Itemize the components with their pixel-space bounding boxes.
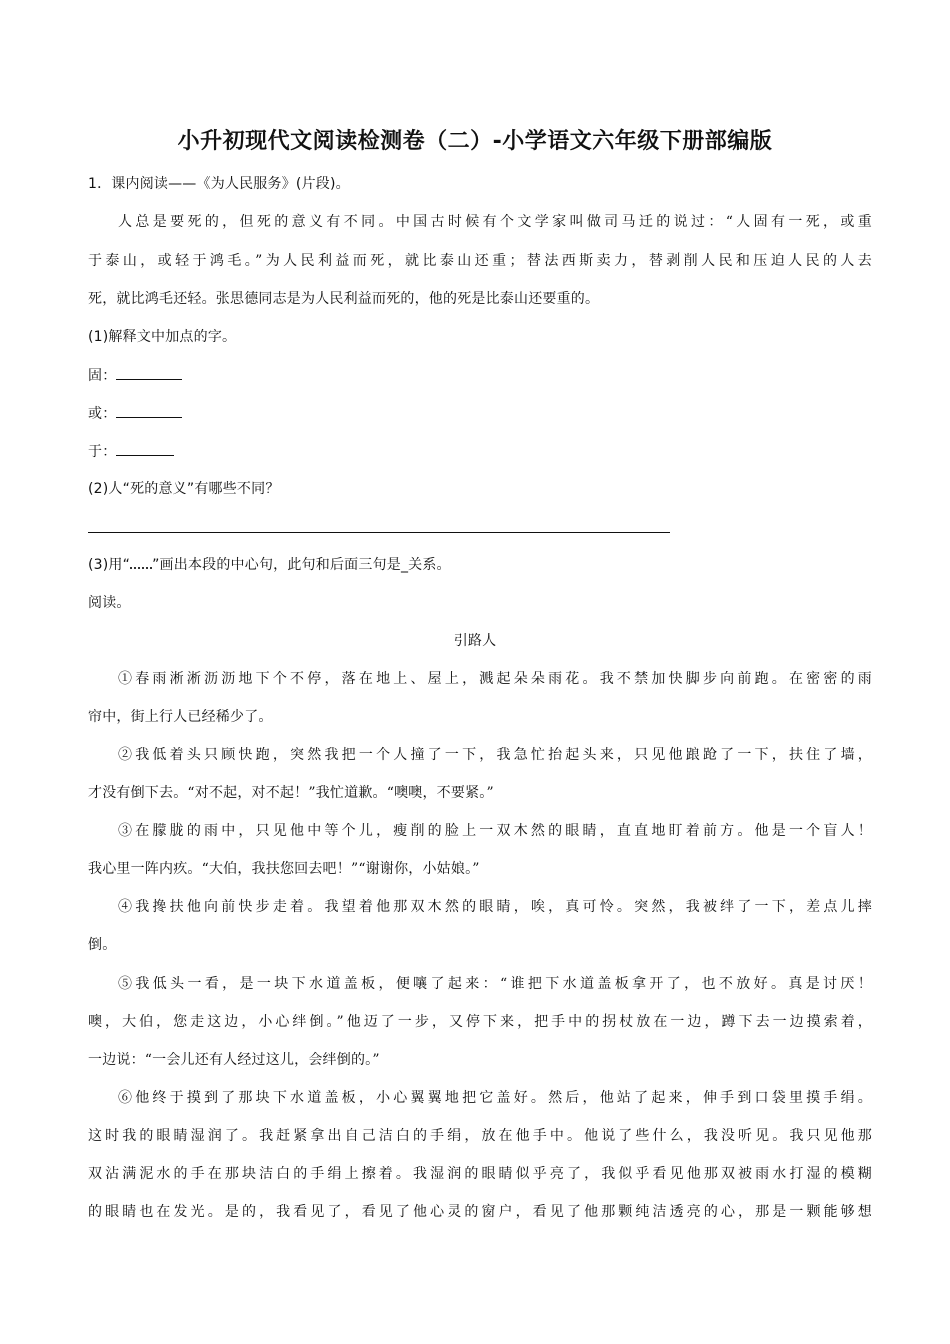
story-line: 双沾满泥水的手在那块洁白的手绢上擦着。我湿润的眼睛似乎亮了，我似乎看见他那双被雨水打湿的模糊	[88, 1166, 872, 1182]
sub-question-1: (1)解释文中加点的字。	[88, 329, 237, 345]
blank-label: 或：	[88, 406, 117, 422]
story-line: 这时我的眼睛湿润了。我赶紧拿出自己洁白的手绢，放在他手中。他说了些什么，我没听见。我只见他那	[88, 1128, 872, 1144]
story-title: 引路人	[453, 633, 497, 649]
question-1-header: 1．课内阅读——《为人民服务》(片段)。	[88, 176, 350, 192]
story-line: 的眼睛也在发光。是的，我看见了，看见了他心灵的窗户，看见了他那颗纯洁透亮的心，那是一颗能够想	[88, 1204, 872, 1220]
wavy-underline-mark	[130, 557, 152, 569]
passage-line: 人总是要死的，但死的意义有不同。中国古时候有个文学家叫做司马迁的说过：“人固有一死，或重	[118, 214, 872, 230]
passage-line: 死，就比鸿毛还轻。张思德同志是为人民利益而死的，他的死是比泰山还要重的。	[88, 291, 600, 307]
story-line: 倒。	[88, 937, 117, 953]
story-line: ⑥他终于摸到了那块下水道盖板，小心翼翼地把它盖好。然后，他站了起来，伸手到口袋里摸手绢。	[118, 1090, 872, 1106]
sub-question-3-suffix: ”画出本段的中心句，此句和后面三句是_关系。	[152, 557, 451, 573]
story-line: 我心里一阵内疚。“大伯，我扶您回去吧！”“谢谢你，小姑娘。”	[88, 861, 480, 877]
answer-blank[interactable]	[116, 365, 182, 380]
answer-blank[interactable]	[116, 441, 174, 456]
story-line: ③在朦胧的雨中，只见他中等个儿，瘦削的脸上一双木然的眼睛，直直地盯着前方。他是一个盲人！	[118, 823, 872, 839]
story-line: 才没有倒下去。“对不起，对不起！”我忙道歉。“噢噢，不要紧。”	[88, 785, 494, 801]
sub-question-3-prefix: (3)用“	[88, 557, 131, 573]
story-line: 一边说：“一会儿还有人经过这儿，会绊倒的。”	[88, 1052, 380, 1068]
sub-question-2: (2)人“死的意义”有哪些不同？	[88, 481, 280, 497]
blank-label: 于：	[88, 444, 117, 460]
story-line: ①春雨淅淅沥沥地下个不停，落在地上、屋上，溅起朵朵雨花。我不禁加快脚步向前跑。在密密的雨	[118, 671, 872, 687]
story-line: ⑤我低头一看，是一块下水道盖板，便嚷了起来：“谁把下水道盖板拿开了，也不放好。真是讨厌！	[118, 976, 872, 992]
answer-blank[interactable]	[116, 403, 182, 418]
sub-question-3	[88, 555, 451, 575]
answer-line[interactable]	[88, 532, 670, 533]
story-line: 帘中，街上行人已经稀少了。	[88, 709, 273, 725]
passage-line: 于泰山，或轻于鸿毛。”为人民利益而死，就比泰山还重；替法西斯卖力，替剥削人民和压迫人民的人去	[88, 253, 872, 269]
blank-yu	[88, 441, 174, 462]
story-line: 噢，大伯，您走这边，小心绊倒。”他迈了一步，又停下来，把手中的拐杖放在一边，蹲下去一边摸索着，	[88, 1014, 872, 1030]
blank-label: 固：	[88, 368, 117, 384]
blank-huo	[88, 403, 182, 424]
story-line: ④我搀扶他向前快步走着。我望着他那双木然的眼睛，唉，真可怜。突然，我被绊了一下，差点儿摔	[118, 899, 872, 915]
story-line: ②我低着头只顾快跑，突然我把一个人撞了一下，我急忙抬起头来，只见他踉跄了一下，扶住了墙，	[118, 747, 872, 763]
page-title: 小升初现代文阅读检测卷（二）-小学语文六年级下册部编版	[177, 129, 773, 154]
reading-label: 阅读。	[88, 595, 131, 611]
blank-gu	[88, 365, 182, 386]
